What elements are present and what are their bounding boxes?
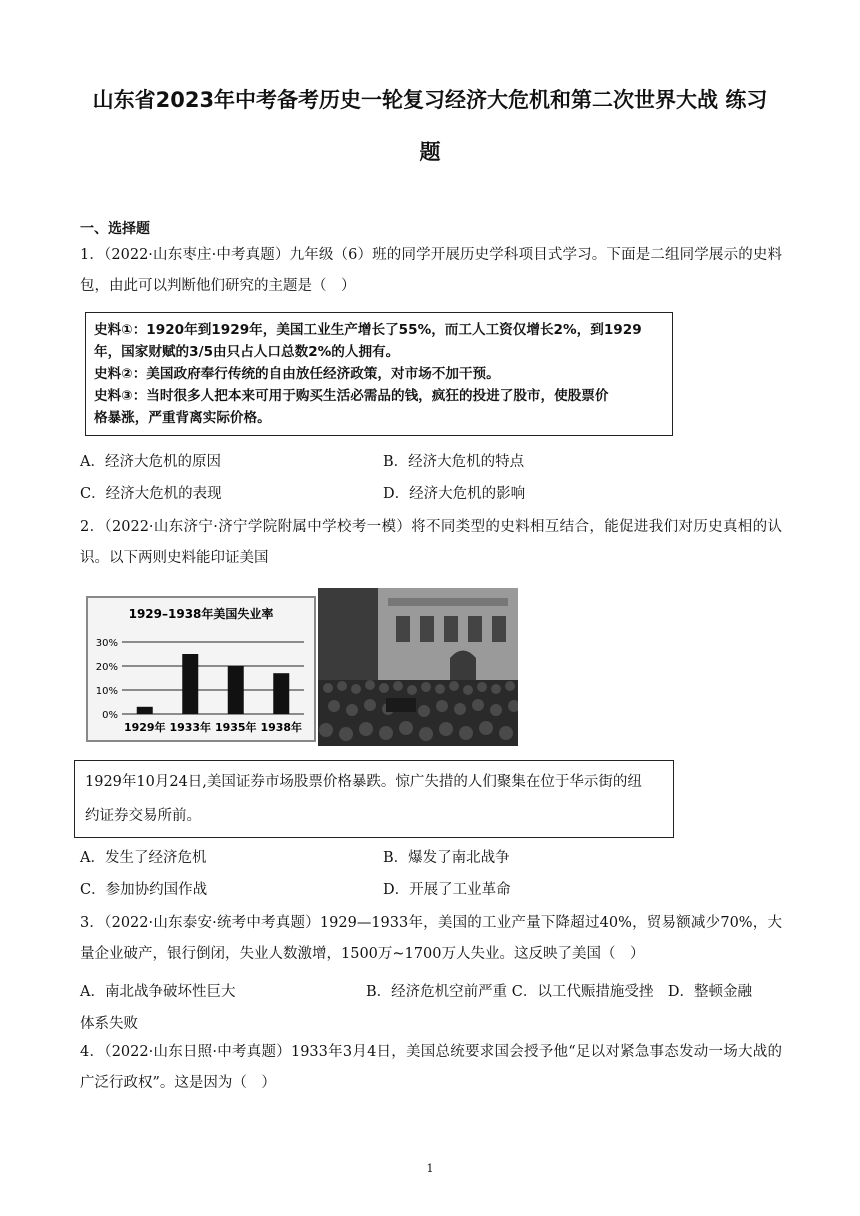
- question-2-text: 2．（2022·山东济宁·济宁学院附属中学校考一模）将不同类型的史料相互结合，能促进我们对历史真相的认识。以下两则史料能印证美国: [80, 519, 782, 566]
- question-2-source-box: [74, 760, 674, 838]
- source-line: 史料①：1920年到1929年，美国工业生产增长了55%，而工人工资仅增长2%，到1929: [94, 322, 642, 338]
- source-line: 约证券交易所前。: [85, 808, 201, 824]
- chart-bar: [228, 666, 244, 714]
- chart-ytick-label: 30%: [95, 638, 118, 649]
- q1-option-b: B．经济大危机的特点: [383, 454, 525, 470]
- source-line: 1929年10月24日,美国证券市场股票价格暴跌。惊广失措的人们聚集在位于华示街的纽: [85, 774, 642, 790]
- chart-ytick-label: 0%: [102, 710, 118, 721]
- q1-option-a: A．经济大危机的原因: [80, 454, 221, 470]
- source-line: 史料②：美国政府奉行传统的自由放任经济政策，对市场不加干预。: [94, 366, 500, 382]
- question-1-source-box: [85, 312, 673, 436]
- chart-bar: [273, 673, 289, 714]
- q1-option-c: C．经济大危机的表现: [80, 486, 222, 502]
- source-line: 史料③：当时很多人把本来可用于购买生活必需品的钱，疯狂的投进了股市，使股票价: [94, 388, 609, 404]
- q1-option-d: D．经济大危机的影响: [383, 486, 526, 502]
- chart-xtick-label: 1935年: [214, 721, 257, 734]
- q2-option-c: C．参加协约国作战: [80, 882, 208, 898]
- page-number: 1: [426, 1162, 434, 1175]
- q3-options-line: 体系失败: [80, 1016, 138, 1032]
- chart-bar: [137, 707, 153, 714]
- question-1-text: 1．（2022·山东枣庄·中考真题）九年级（6）班的同学开展历史学科项目式学习。下面是二组同学展示的史料包，由此可以判断他们研究的主题是（ ）: [80, 247, 782, 294]
- unemployment-chart: [86, 596, 316, 742]
- crowd-photo-illustration: [318, 588, 518, 746]
- question-3-text: 3．（2022·山东泰安·统考中考真题）1929—1933年，美国的工业产量下降超过40%，贸易额减少70%，大量企业破产，银行倒闭，失业人数激增，1500万~1700万人失业。这反映了美国（ ）: [80, 915, 782, 962]
- chart-bar: [182, 654, 198, 714]
- q2-option-a: A．发生了经济危机: [80, 850, 207, 866]
- chart-ytick-label: 20%: [95, 662, 118, 673]
- document-title-line2: 题: [419, 140, 441, 164]
- q2-option-b: B．爆发了南北战争: [383, 850, 510, 866]
- crowd-photo: [318, 588, 518, 746]
- chart-title: 1929–1938年美国失业率: [128, 607, 274, 621]
- q3-options-line: A．南北战争破坏性巨大 B．经济危机空前严重 C．以工代赈措施受挫 D．整顿金融: [80, 984, 752, 1000]
- chart-ytick-label: 10%: [95, 686, 118, 697]
- source-line: 格暴涨，严重背离实际价格。: [94, 410, 271, 426]
- document-title-line1: 山东省2023年中考备考历史一轮复习经济大危机和第二次世界大战 练习: [92, 88, 768, 112]
- chart-xtick-label: 1938年: [260, 721, 303, 734]
- chart-xtick-label: 1929年: [123, 721, 166, 734]
- question-4-text: 4．（2022·山东日照·中考真题）1933年3月4日，美国总统要求国会授予他“足以对紧急事态发动一场大战的广泛行政权”。这是因为（ ）: [80, 1044, 782, 1091]
- source-line: 年，国家财赋的3/5由只占人口总数2%的人拥有。: [94, 344, 400, 360]
- section-heading: 一、选择题: [80, 221, 150, 237]
- chart-xtick-label: 1933年: [169, 721, 212, 734]
- q2-option-d: D．开展了工业革命: [383, 882, 511, 898]
- unemployment-chart-svg: [88, 598, 314, 740]
